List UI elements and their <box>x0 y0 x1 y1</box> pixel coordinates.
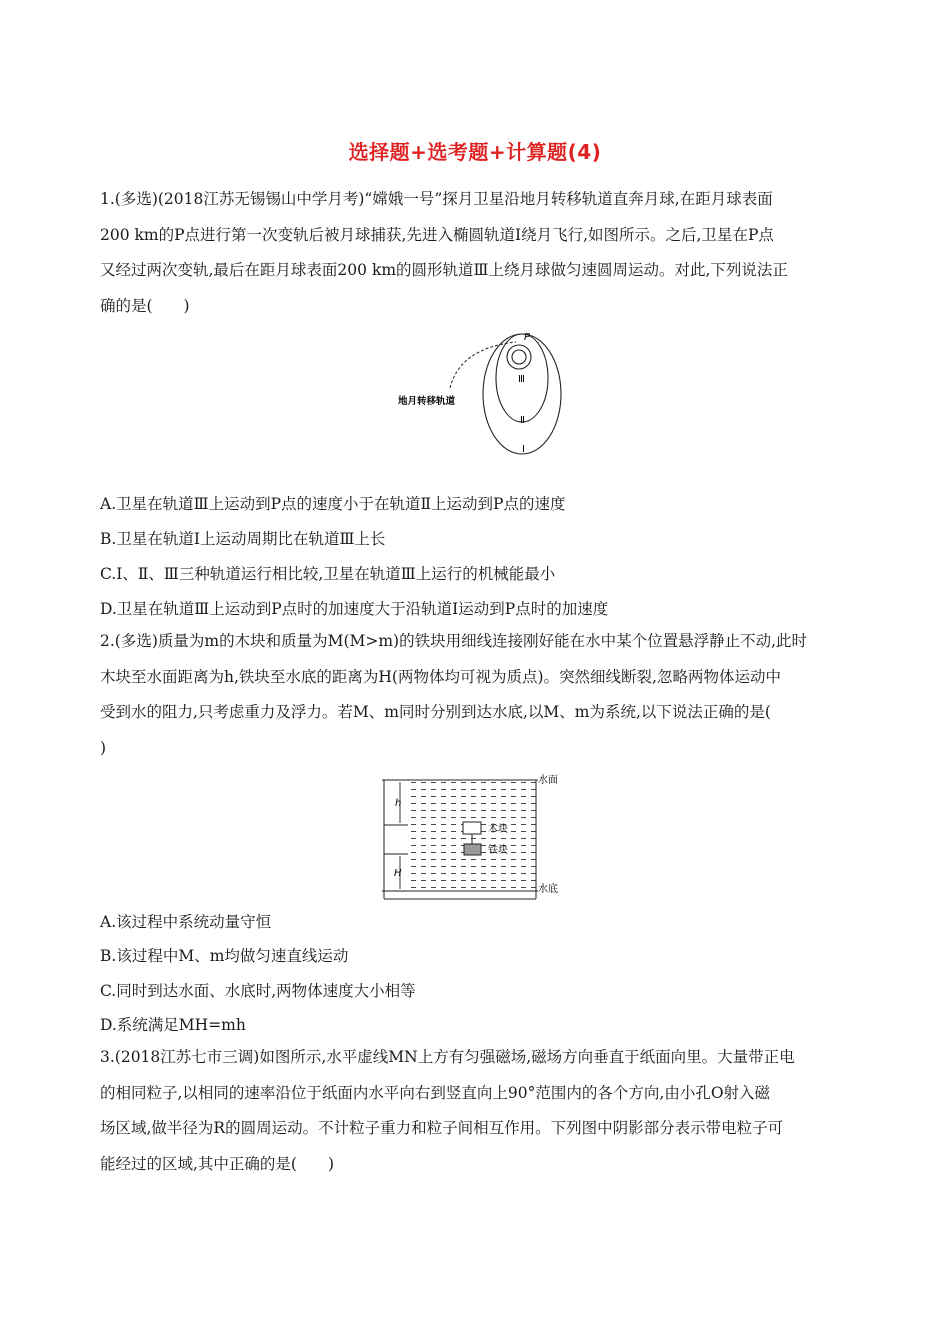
text-line: ) <box>100 738 107 757</box>
q2-option-d: D.系统满足MH=mh <box>100 1016 246 1034</box>
text-line: 1.(多选)(2018江苏无锡锡山中学月考)“嫦娥一号”探月卫星沿地月转移轨道直奔月球,在距月球表面 <box>100 190 773 208</box>
text-line: 3.(2018江苏七市三调)如图所示,水平虚线MN上方有匀强磁场,磁场方向垂直于纸面向里。大量带正电 <box>100 1048 795 1066</box>
question-3-text <box>100 1040 852 1182</box>
water-body <box>406 781 536 893</box>
orbit-1-label: Ⅰ <box>522 444 525 455</box>
text-line: 200 km的P点进行第一次变轨后被月球捕获,先进入椭圆轨道Ⅰ绕月飞行,如图所示。之后,卫星在P点 <box>100 225 774 244</box>
page-title: 选择题+选考题+计算题(4) <box>348 140 602 164</box>
transfer-orbit-label: 地月转移轨道 <box>398 396 456 407</box>
text-line: 2.(多选)质量为m的木块和质量为M(M>m)的铁块用细线连接刚好能在水中某个位置悬浮静止不动,此时 <box>100 632 808 650</box>
q1-option-d: D.卫星在轨道Ⅲ上运动到P点时的加速度大于沿轨道Ⅰ运动到P点时的加速度 <box>100 600 609 618</box>
text-line: 又经过两次变轨,最后在距月球表面200 km的圆形轨道Ⅲ上绕月球做匀速圆周运动。对此,下列说法正 <box>100 261 788 279</box>
wood-block <box>463 822 481 834</box>
q2-option-c: C.同时到达水面、水底时,两物体速度大小相等 <box>100 982 416 1000</box>
text-line: 确的是( ) <box>100 296 190 315</box>
text-line: 能经过的区域,其中正确的是( ) <box>100 1154 335 1173</box>
transfer-orbit <box>450 342 516 388</box>
q1-option-b: B.卫星在轨道Ⅰ上运动周期比在轨道Ⅲ上长 <box>100 530 386 548</box>
water-figure <box>380 772 580 900</box>
orbit-3-label: Ⅲ <box>518 374 525 385</box>
text-line: 场区域,做半径为R的圆周运动。不计粒子重力和粒子间相互作用。下列图中阴影部分表示带电粒子可 <box>100 1119 784 1137</box>
moon <box>512 350 526 364</box>
iron-block <box>464 844 481 855</box>
wood-label: 木块 <box>488 824 508 835</box>
point-p-label: P <box>524 332 531 343</box>
q1-option-a: A.卫星在轨道Ⅲ上运动到P点的速度小于在轨道Ⅱ上运动到P点的速度 <box>100 495 566 513</box>
orbit-2-label: Ⅱ <box>520 415 525 426</box>
orbit-3 <box>507 345 531 369</box>
bottom-label: 水底 <box>538 884 558 895</box>
q1-option-c: C.Ⅰ、Ⅱ、Ⅲ三种轨道运行相比较,卫星在轨道Ⅲ上运行的机械能最小 <box>100 565 556 583</box>
text-line: 受到水的阻力,只考虑重力及浮力。若M、m同时分别到达水底,以M、m为系统,以下说法正确的是( <box>100 703 771 721</box>
text-line: 的相同粒子,以相同的速率沿位于纸面内水平向右到竖直向上90°范围内的各个方向,由小孔O射入磁 <box>100 1083 771 1102</box>
h-label: h <box>395 798 402 809</box>
orbit-figure <box>388 330 568 460</box>
q2-option-b: B.该过程中M、m均做匀速直线运动 <box>100 947 349 965</box>
question-1-text <box>100 182 852 324</box>
orbit-1 <box>483 334 561 454</box>
q2-option-a: A.该过程中系统动量守恒 <box>100 913 272 931</box>
surface-label: 水面 <box>538 775 558 786</box>
H-label: H <box>394 868 402 879</box>
iron-label: 铁块 <box>488 845 508 856</box>
question-2-text <box>100 624 852 766</box>
text-line: 木块至水面距离为h,铁块至水底的距离为H(两物体均可视为质点)。突然细线断裂,忽略两物体运动中 <box>100 667 781 686</box>
